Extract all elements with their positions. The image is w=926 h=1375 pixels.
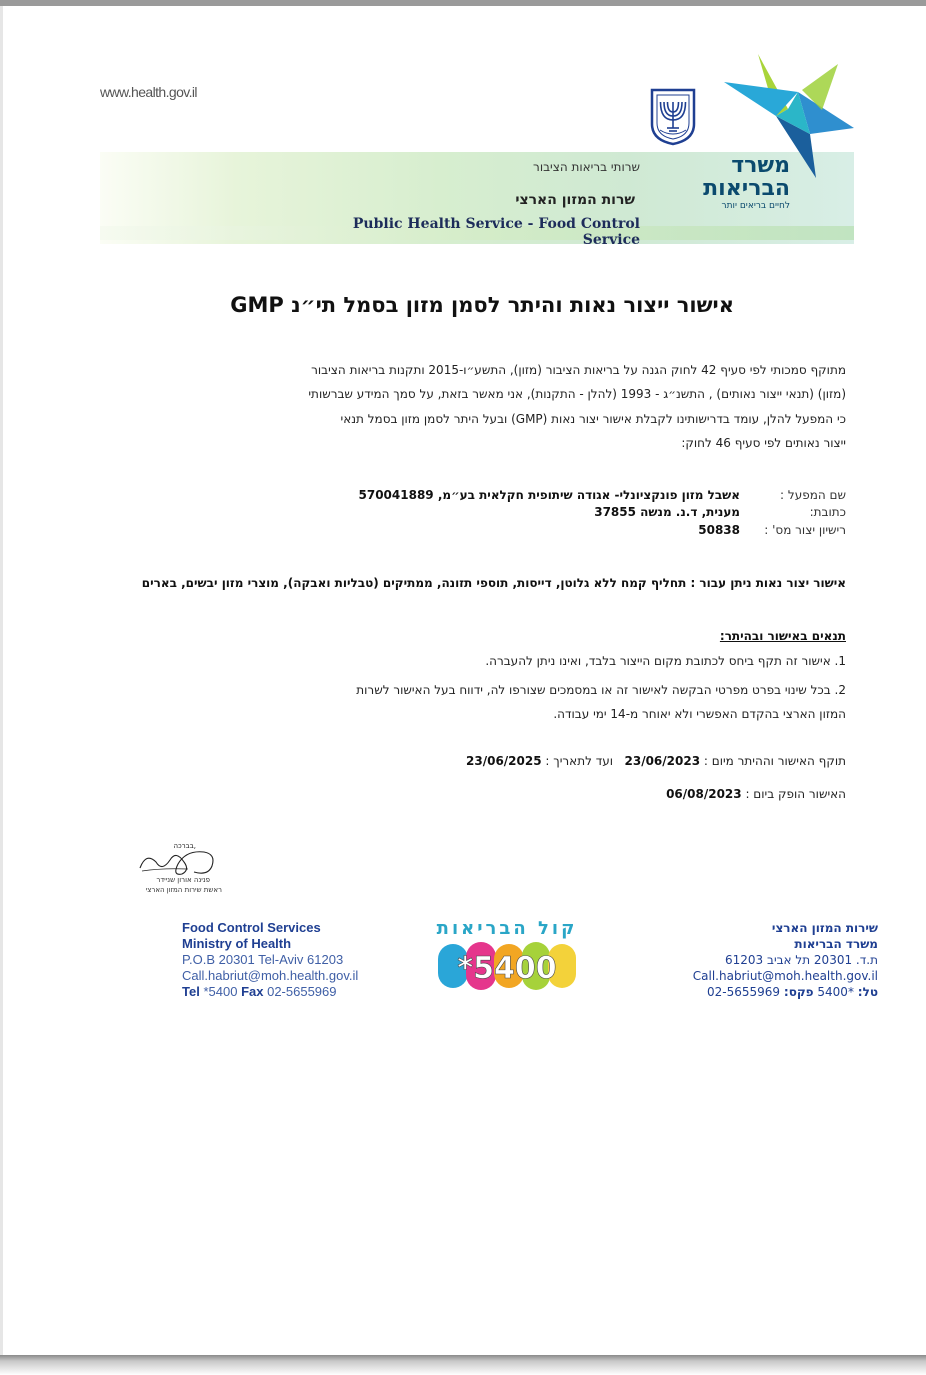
paper-edge: [0, 6, 3, 1355]
ministry-name-line1: משרד: [731, 153, 790, 178]
service-english: Public Health Service - Food Control Service: [352, 216, 640, 248]
issued-label: האישור הופק ביום :: [745, 787, 846, 801]
food-service-hebrew: שרות המזון הארצי: [515, 192, 635, 208]
condition-1: 1. אישור זה תקף ביחס לכתובת מקום הייצור בלבד, ואינו ניתן להעברה.: [485, 654, 846, 668]
ministry-slogan: לחיים בריאים יותר: [721, 201, 790, 211]
license-value: 50838: [698, 523, 740, 537]
footer-he-fax-label: פקס:: [783, 985, 814, 999]
footer-he-ministry: משרד הבריאות: [794, 937, 878, 951]
footer-he-service: שירות המזון הארצי: [771, 921, 878, 935]
state-emblem-icon: [648, 86, 698, 146]
validity-to-date: 23/06/2025: [466, 754, 542, 768]
signatory-name: פנינה אורון שניידר: [156, 876, 210, 884]
footer-en-ministry: Ministry of Health: [182, 936, 292, 951]
paragraph-line: כי המפעל להלן, עומד בדרישותינו לקבלת אישור יצור נאות (GMP) ובעל היתר לסמן מזון בסמל תנאי: [340, 411, 846, 426]
condition-2-line1: 2. בכל שינוי בפרט מפרטי הבקשה לאישור זה או במסמכים שצורפו לה, ידווח בעל האישור לשרות: [356, 683, 846, 697]
paragraph-line: (מזון) (תנאי ייצור נאותים) , התשנ״ג - 1993 (להלן - התקנות), אני מאשר בזאת, על סמך המידע שברשותי: [308, 387, 846, 402]
document-title: אישור ייצור נאות והיתר לסמן מזון בסמל תי״נ GMP: [230, 293, 734, 317]
website-url[interactable]: www.health.gov.il: [100, 84, 197, 100]
kol-habriut-number[interactable]: *5400: [457, 951, 557, 986]
svg-text:בברכה,: בברכה,: [173, 842, 196, 850]
footer-en-fax-value: 02-5655969: [267, 984, 337, 999]
ministry-name-line2: הבריאות: [703, 176, 790, 201]
footer-english: [182, 920, 442, 1000]
kol-habriut-logo-icon: [436, 940, 578, 992]
factory-label: שם המפעל :: [780, 488, 846, 502]
paragraph-line: מתוקף סמכותי לפי סעיף 42 לחוק הגנה על בריאות הציבור (מזון), התשע״ו-2015 ותקנות בריאות הציבור: [311, 363, 846, 377]
validity-line: [300, 754, 846, 768]
license-label: רישיון יצור מס' :: [764, 523, 846, 537]
authority-paragraph: [230, 358, 846, 455]
kol-habriut-title: קול הבריאות: [436, 918, 578, 939]
footer-he-tel-label: טל:: [857, 985, 878, 999]
footer-en-phone: [182, 984, 442, 1000]
address-label: כתובת:: [809, 505, 846, 519]
footer-en-service: Food Control Services: [182, 920, 321, 935]
footer-en-pob: P.O.B 20301 Tel-Aviv 61203: [182, 952, 344, 967]
footer-en-tel-label: Tel: [182, 984, 200, 999]
approval-scope: אישור יצור נאות ניתן עבור : תחליף קמח ללא גלוטן, דייסות, תוספי תזונה, ממתיקים (טבליות ואבקה), מוצרי מזון יבשים, בארים: [141, 576, 846, 590]
condition-2: [270, 678, 846, 726]
paragraph-line: ייצור נאותים לפי סעיף 46 לחוק:: [681, 435, 846, 450]
issued-date: 06/08/2023: [666, 787, 742, 801]
public-health-hebrew: שרותי בריאות הציבור: [533, 160, 640, 174]
footer-en-fax-label: Fax: [241, 984, 264, 999]
footer-he-tel-value[interactable]: *5400: [817, 985, 854, 999]
footer-en-email[interactable]: Call.habriut@moh.health.gov.il: [182, 968, 359, 983]
screenshot-bottom-border: [0, 1355, 926, 1375]
condition-2-line2: המזון הארצי בהקדם האפשרי ולא יאוחר מ-14 ימי עבודה.: [553, 707, 846, 721]
validity-label: תוקף האישור וההיתר מיום :: [703, 754, 846, 768]
factory-value: אשבל מזון פונקציונלי- אגודה שיתופית חקלאית בע״מ, 570041889: [358, 488, 740, 502]
footer-hebrew: [640, 920, 878, 1000]
footer-he-pob: ת.ד. 20301 תל אביב 61203: [725, 953, 878, 967]
footer-he-fax-value: 02-5655969: [707, 985, 781, 999]
address-value: מענית, ד.נ. מנשה 37855: [594, 505, 740, 519]
validity-from-date: 23/06/2023: [624, 754, 701, 768]
footer-he-email[interactable]: Call.habriut@moh.health.gov.il: [692, 969, 878, 983]
screenshot-top-border: [0, 0, 926, 6]
signatory-title: ראשת שירות המזון הארצי: [145, 886, 222, 894]
footer-en-tel-value[interactable]: *5400: [203, 984, 238, 999]
issued-line: [500, 787, 846, 801]
footer-he-phone: [640, 984, 878, 1000]
validity-to-label: ועד לתאריך :: [545, 754, 614, 768]
conditions-title: תנאים באישור ובהיתר:: [719, 629, 846, 643]
